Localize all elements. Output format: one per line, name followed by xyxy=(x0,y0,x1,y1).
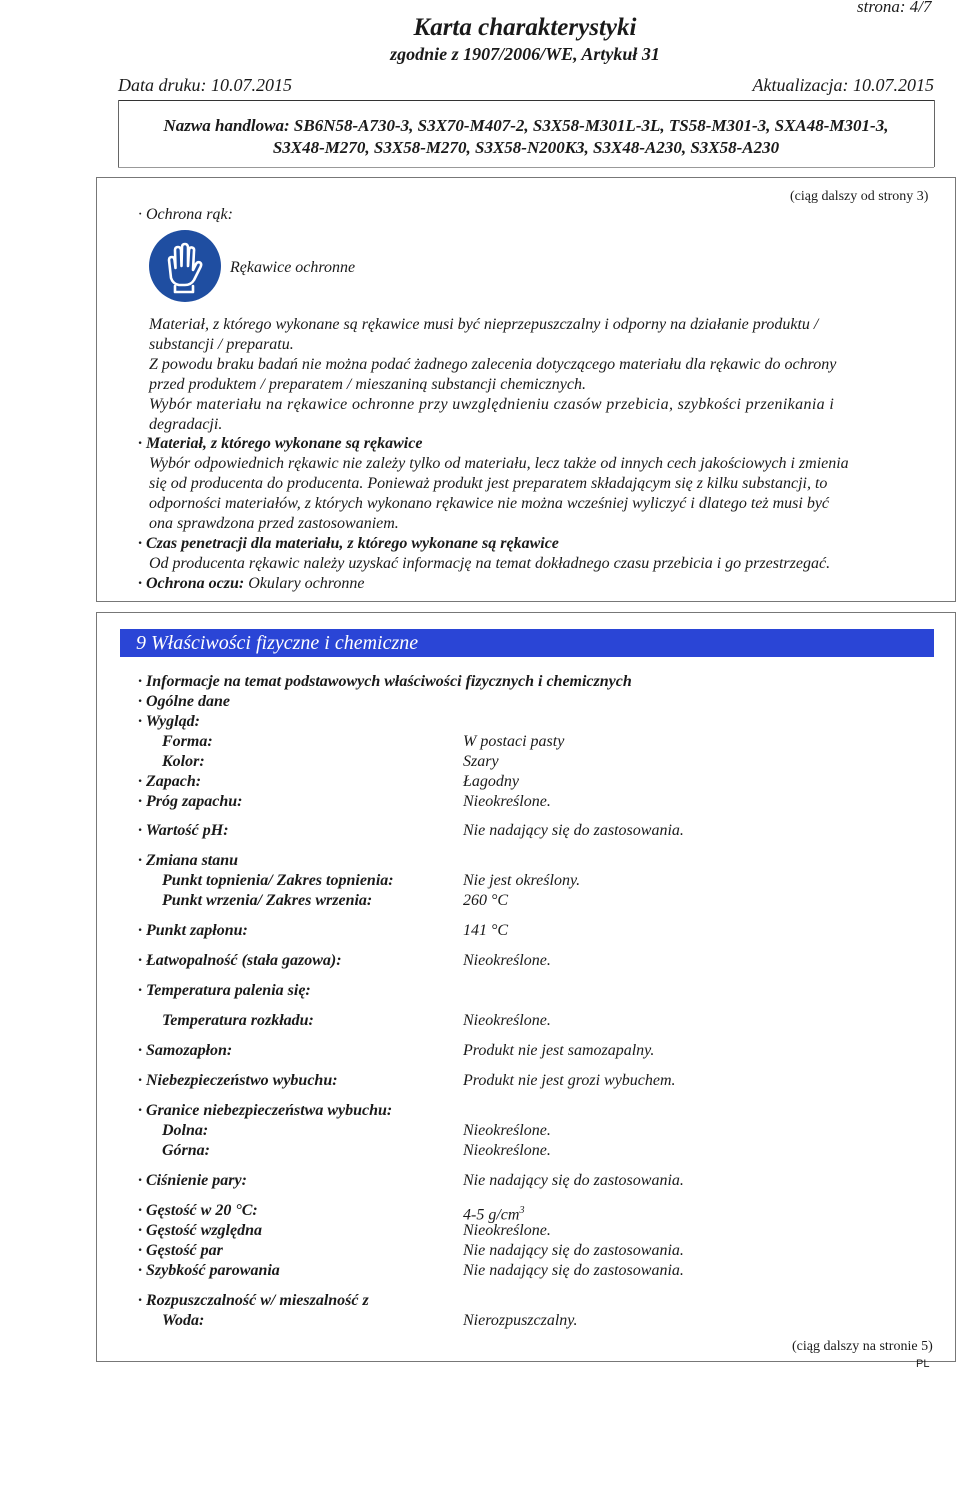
vapor-pressure-label: · Ciśnienie pary: xyxy=(138,1172,247,1189)
form-label: Forma: xyxy=(162,733,213,750)
decomposition-value: Nieokreślone. xyxy=(463,1012,551,1029)
density-label: · Gęstość w 20 °C: xyxy=(138,1202,258,1219)
trade-name-line1: Nazwa handlowa: SB6N58-A730-3, S3X70-M407-2, S3X58-M301L-3L, TS58-M301-3, SXA48-M301-3, xyxy=(163,116,889,135)
general-data: · Ogólne dane xyxy=(138,693,230,710)
m-line3: odporności materiałów, z których wykonano rękawice nie można wcześniej wyliczyć i dlatego też musi być xyxy=(149,495,830,512)
eye-protection-value: Okulary ochronne xyxy=(248,575,365,592)
trade-name-line2: S3X48-M270, S3X58-M270, S3X58-N200K3, S3X48-A230, S3X58-A230 xyxy=(272,138,780,157)
m-line1: Wybór odpowiednich rękawic nie zależy tylko od materiału, lecz także od innych cech jakościowych i zmienia xyxy=(149,455,849,472)
lower-limit-value: Nieokreślone. xyxy=(463,1122,551,1139)
state-change-label: · Zmiana stanu xyxy=(138,852,239,869)
relative-density-label: · Gęstość względna xyxy=(138,1222,262,1239)
relative-density-value: Nieokreślone. xyxy=(463,1222,551,1239)
penetration-heading: · Czas penetracji dla materiału, z którego wykonane są rękawice xyxy=(138,535,559,552)
document-subtitle: zgodnie z 1907/2006/WE, Artykuł 31 xyxy=(390,44,660,64)
p2-line1: Z powodu braku badań nie można podać żadnego zalecenia dotyczącego materiału dla rękawic do ochrony xyxy=(149,356,837,373)
density-unit-exponent: 3 xyxy=(519,1205,525,1216)
hand-protection-label: · Ochrona rąk: xyxy=(138,206,233,223)
water-label: Woda: xyxy=(162,1312,205,1329)
vapor-pressure-value: Nie nadający się do zastosowania. xyxy=(463,1172,684,1189)
p1-line2: substancji / preparatu. xyxy=(149,336,294,353)
m-line2: się od producenta do producenta. Ponieważ produkt jest preparatem składającym się z kilku substancji, to xyxy=(149,475,828,492)
form-value: W postaci pasty xyxy=(463,733,565,750)
flammability-value: Nieokreślone. xyxy=(463,952,551,969)
ph-label: · Wartość pH: xyxy=(138,822,229,839)
eye-protection-label: · Ochrona oczu: xyxy=(138,575,245,592)
right-border xyxy=(934,100,935,167)
odor-value: Łagodny xyxy=(463,773,519,790)
melting-value: Nie jest określony. xyxy=(463,872,581,889)
pictogram-label: Rękawice ochronne xyxy=(230,259,356,276)
continued-from: (ciąg dalszy od strony 3) xyxy=(790,189,929,204)
upper-limit-label: Górna: xyxy=(162,1142,211,1159)
language-tag: PL xyxy=(916,1358,930,1370)
color-value: Szary xyxy=(463,753,499,770)
vapor-density-value: Nie nadający się do zastosowania. xyxy=(463,1242,684,1259)
density-number: 4-5 g/cm xyxy=(463,1206,520,1224)
page-number: strona: 4/7 xyxy=(857,0,932,16)
penetration-text: Od producenta rękawic należy uzyskać informację na temat dokładnego czasu przebicia i go przestrzegać. xyxy=(149,555,831,572)
gloves-mandatory-icon xyxy=(149,230,221,302)
document-title: Karta charakterystyki xyxy=(413,14,637,41)
melting-label: Punkt topnienia/ Zakres topnienia: xyxy=(162,872,394,889)
evaporation-value: Nie nadający się do zastosowania. xyxy=(463,1262,684,1279)
p1-line1: Materiał, z którego wykonane są rękawice musi być nieprzepuszczalny i odporny na działanie produktu / xyxy=(149,316,819,333)
p3-line1: Wybór materiału na rękawice ochronne przy uwzględnieniu czasów przebicia, szybkości przenikania i xyxy=(149,396,835,413)
info-heading: · Informacje na temat podstawowych właściwości fizycznych i chemicznych xyxy=(138,673,632,690)
header-bottom-rule xyxy=(118,167,934,168)
flash-point-value: 141 °C xyxy=(463,922,509,939)
dates-row xyxy=(118,75,934,96)
lower-limit-label: Dolna: xyxy=(162,1122,209,1139)
appearance-label: · Wygląd: xyxy=(138,713,200,730)
self-ignition-label: · Samozapłon: xyxy=(138,1042,233,1059)
eye-protection xyxy=(138,574,365,594)
ignition-temp-label: · Temperatura palenia się: xyxy=(138,982,311,999)
explosion-limits-label: · Granice niebezpieczeństwa wybuchu: xyxy=(138,1102,393,1119)
material-paragraph xyxy=(149,454,939,534)
odor-threshold-label: · Próg zapachu: xyxy=(138,793,243,810)
p2-line2: przed produktem / preparatem / mieszaniną substancji chemicznych. xyxy=(149,376,586,393)
section9-title: 9 Właściwości fizyczne i chemiczne xyxy=(120,629,934,657)
vapor-density-label: · Gęstość par xyxy=(138,1242,223,1259)
print-date: Data druku: 10.07.2015 xyxy=(118,75,292,95)
color-label: Kolor: xyxy=(162,753,205,770)
ph-value: Nie nadający się do zastosowania. xyxy=(463,822,684,839)
update-date: Aktualizacja: 10.07.2015 xyxy=(752,75,934,95)
flammability-label: · Łatwopalność (stała gazowa): xyxy=(138,952,342,969)
hand-protection-paragraph-1 xyxy=(149,315,939,435)
material-heading: · Materiał, z którego wykonane są rękawice xyxy=(138,435,423,452)
trade-name xyxy=(118,115,934,159)
p3-line2: degradacji. xyxy=(149,416,223,433)
left-border xyxy=(118,100,119,167)
decomposition-label: Temperatura rozkładu: xyxy=(162,1012,314,1029)
odor-threshold-value: Nieokreślone. xyxy=(463,793,551,810)
solubility-label: · Rozpuszczalność w/ mieszalność z xyxy=(138,1292,369,1309)
flash-point-label: · Punkt zapłonu: xyxy=(138,922,248,939)
header-rule xyxy=(118,100,934,101)
boiling-label: Punkt wrzenia/ Zakres wrzenia: xyxy=(162,892,373,909)
explosion-danger-value: Produkt nie jest grozi wybuchem. xyxy=(463,1072,676,1089)
boiling-value: 260 °C xyxy=(463,892,509,909)
continued-on: (ciąg dalszy na stronie 5) xyxy=(792,1339,933,1354)
upper-limit-value: Nieokreślone. xyxy=(463,1142,551,1159)
self-ignition-value: Produkt nie jest samozapalny. xyxy=(463,1042,655,1059)
odor-label: · Zapach: xyxy=(138,773,202,790)
evaporation-label: · Szybkość parowania xyxy=(138,1262,280,1279)
explosion-danger-label: · Niebezpieczeństwo wybuchu: xyxy=(138,1072,338,1089)
m-line4: ona sprawdzona przed zastosowaniem. xyxy=(149,515,399,532)
water-value: Nierozpuszczalny. xyxy=(463,1312,578,1329)
